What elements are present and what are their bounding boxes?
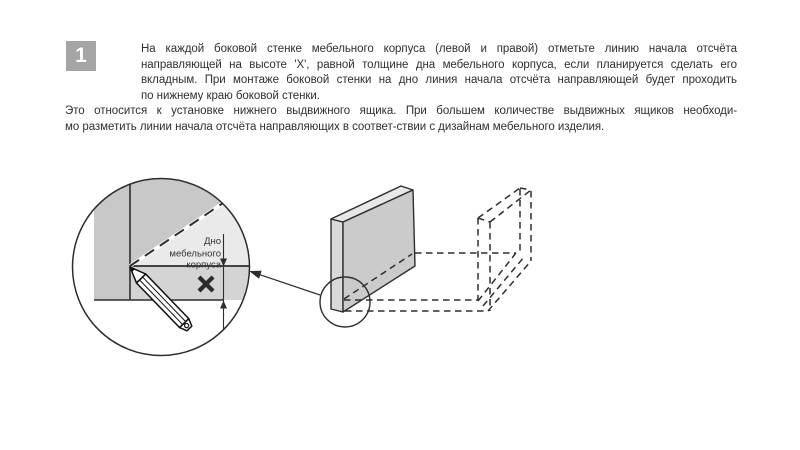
- step-text-line: вкладным. При монтаже боковой стенки на дно линия начала отсчёта направляющей будет проходить: [141, 74, 737, 87]
- magnified-detail-view: [73, 140, 261, 356]
- note-text-line: мо разметить линии начала отсчёта направляющих в соответ-ствии с дизайнам мебельного изделия.: [65, 120, 605, 133]
- dimension-arrow-up-icon: [220, 301, 227, 309]
- svg-text:Дно: Дно: [204, 236, 221, 247]
- side-panel-front-edge: [331, 219, 343, 312]
- step-text-line: На каждой боковой стенке мебельного корпуса (левой и правой) отметьте линию начала отсчёта: [141, 43, 737, 55]
- side-panel-3d: [320, 186, 415, 327]
- step-number: 1: [75, 44, 87, 67]
- side-wall-edge-fill: [94, 160, 130, 300]
- svg-text:корпуса: корпуса: [186, 259, 221, 271]
- step-text-line: направляющей на высоте 'Х', равной толщине дна мебельного корпуса, если планируется сделать его: [141, 58, 737, 71]
- pointer-arrow: [249, 271, 320, 295]
- pointer-arrowhead-icon: [249, 271, 262, 279]
- note-text-line: Это относится к установке нижнего выдвижного ящика. При большем количестве выдвижных ящиков необходи-: [65, 105, 737, 118]
- svg-text:мебельного: мебельного: [169, 248, 221, 260]
- step-text-line: по нижнему краю боковой стенки.: [141, 89, 320, 102]
